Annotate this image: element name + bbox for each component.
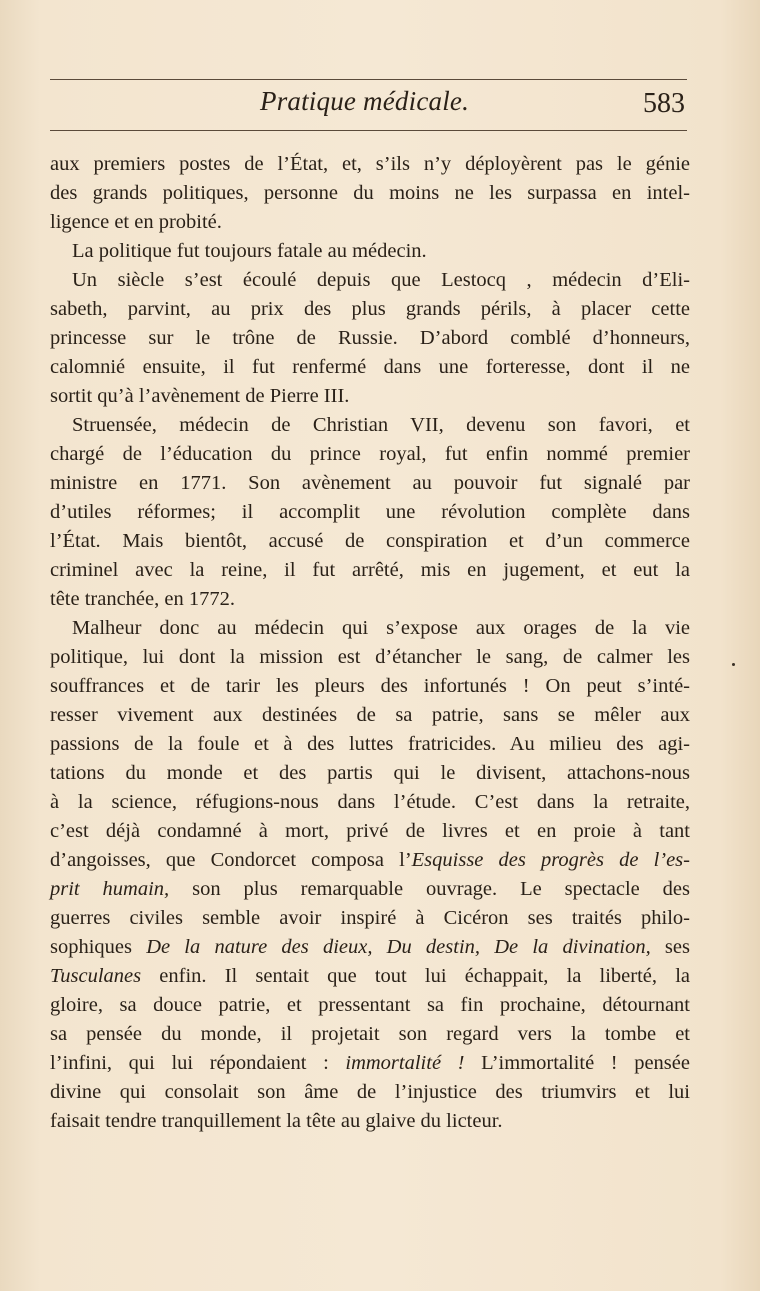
text-segment: sabeth, parvint, au prix des plus grands périls, à placer cette	[50, 298, 690, 320]
page-number: 583	[643, 88, 685, 119]
text-line	[50, 672, 690, 701]
text-segment: tête tranchée, en 1772.	[50, 588, 235, 610]
text-line	[50, 295, 690, 324]
text-segment: chargé de l’éducation du prince royal, fut enfin nommé premier	[50, 443, 690, 465]
text-line	[50, 411, 690, 440]
text-line	[50, 817, 690, 846]
text-segment: La politique fut toujours fatale au médecin.	[72, 240, 427, 262]
text-segment: d’utiles réformes; il accomplit une révolution complète dans	[50, 501, 690, 523]
text-segment: resser vivement aux destinées de sa patrie, sans se mêler aux	[50, 704, 690, 726]
italic-text: Esquisse des progrès de l’es-	[411, 849, 690, 871]
italic-text: De la nature des dieux, Du destin, De la divination,	[146, 936, 651, 958]
text-line	[50, 382, 690, 411]
text-line	[50, 701, 690, 730]
text-segment: ligence et en probité.	[50, 211, 222, 233]
text-segment: ses	[650, 936, 690, 958]
text-segment: sophiques	[50, 936, 147, 958]
text-segment: tations du monde et des partis qui le divisent, attachons-nous	[50, 762, 690, 784]
text-segment: guerres civiles semble avoir inspiré à Cicéron ses traités philo-	[50, 907, 690, 929]
text-segment: son plus remarquable ouvrage. Le spectacle des	[169, 878, 690, 900]
text-segment: calomnié ensuite, il fut renfermé dans une forteresse, dont il ne	[50, 356, 690, 378]
text-line	[50, 1107, 690, 1136]
header-rule-top	[50, 79, 687, 80]
text-segment: divine qui consolait son âme de l’injustice des triumvirs et lui	[50, 1081, 690, 1103]
text-segment: passions de la foule et à des luttes fratricides. Au milieu des agi-	[50, 733, 690, 755]
text-line	[50, 904, 690, 933]
text-line	[50, 498, 690, 527]
text-segment: à la science, réfugions-nous dans l’étude. C’est dans la retraite,	[50, 791, 690, 813]
text-line	[50, 237, 690, 266]
text-segment: politique, lui dont la mission est d’étancher le sang, de calmer les	[50, 646, 690, 668]
running-title: Pratique médicale.	[260, 86, 470, 116]
text-line	[50, 730, 690, 759]
text-line	[50, 266, 690, 295]
text-segment: des grands politiques, personne du moins ne les surpassa en intel-	[50, 182, 690, 204]
running-head	[50, 86, 687, 126]
italic-text: prit humain,	[50, 878, 170, 900]
text-line	[50, 875, 690, 904]
italic-text: Tusculanes	[50, 965, 142, 987]
text-line	[50, 788, 690, 817]
text-segment: aux premiers postes de l’État, et, s’ils n’y déployèrent pas le génie	[50, 153, 690, 175]
text-segment: L’immortalité ! pensée	[464, 1052, 690, 1074]
text-line	[50, 208, 690, 237]
italic-text: immortalité !	[345, 1052, 465, 1074]
text-line	[50, 469, 690, 498]
text-segment: gloire, sa douce patrie, et pressentant sa fin prochaine, détournant	[50, 994, 690, 1016]
text-line	[50, 179, 690, 208]
text-segment: ministre en 1771. Son avènement au pouvoir fut signalé par	[50, 472, 690, 494]
text-line	[50, 150, 690, 179]
text-segment: souffrances et de tarir les pleurs des infortunés ! On peut s’inté-	[50, 675, 690, 697]
body-text	[50, 150, 690, 1136]
text-line	[50, 643, 690, 672]
text-line	[50, 527, 690, 556]
text-line	[50, 991, 690, 1020]
text-segment: faisait tendre tranquillement la tête au glaive du licteur.	[50, 1110, 503, 1132]
text-segment: enfin. Il sentait que tout lui échappait, la liberté, la	[141, 965, 690, 987]
text-line	[50, 1020, 690, 1049]
text-line	[50, 759, 690, 788]
text-line	[50, 324, 690, 353]
text-line	[50, 846, 690, 875]
text-segment: princesse sur le trône de Russie. D’abord comblé d’honneurs,	[50, 327, 690, 349]
text-segment: Un siècle s’est écoulé depuis que Lestocq , médecin d’Eli-	[72, 269, 690, 291]
text-segment: c’est déjà condamné à mort, privé de livres et en proie à tant	[50, 820, 690, 842]
text-segment: l’État. Mais bientôt, accusé de conspiration et d’un commerce	[50, 530, 690, 552]
text-segment: Malheur donc au médecin qui s’expose aux orages de la vie	[72, 617, 690, 639]
header-rule-bottom	[50, 130, 687, 131]
text-line	[50, 440, 690, 469]
text-segment: criminel avec la reine, il fut arrêté, mis en jugement, et eut la	[50, 559, 690, 581]
text-segment: l’infini, qui lui répondaient :	[50, 1052, 346, 1074]
text-line	[50, 933, 690, 962]
text-line	[50, 962, 690, 991]
text-line	[50, 556, 690, 585]
text-line	[50, 585, 690, 614]
text-segment: sa pensée du monde, il projetait son regard vers la tombe et	[50, 1023, 690, 1045]
text-segment: d’angoisses, que Condorcet composa l’	[50, 849, 412, 871]
text-segment: sortit qu’à l’avènement de Pierre III.	[50, 385, 350, 407]
text-line	[50, 353, 690, 382]
text-line	[50, 1078, 690, 1107]
text-segment: Struensée, médecin de Christian VII, devenu son favori, et	[72, 414, 690, 436]
paper-speck	[732, 663, 735, 666]
text-line	[50, 614, 690, 643]
text-line	[50, 1049, 690, 1078]
